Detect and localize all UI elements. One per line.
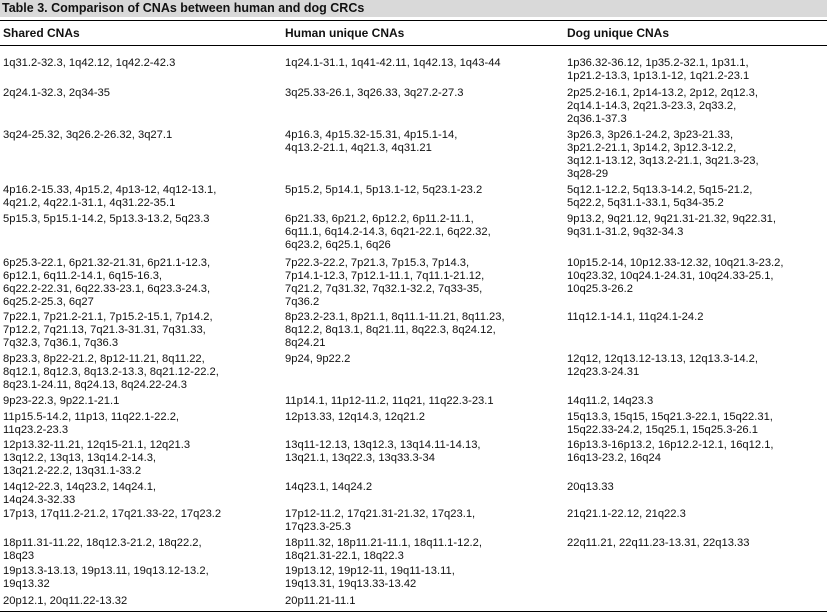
shared-cnas-cell <box>3 537 202 563</box>
shared-cnas-cell <box>3 184 216 210</box>
cell-line: 1q31.2-32.3, 1q42.12, 1q42.2-42.3 <box>3 57 176 69</box>
cell-line: 5p15.2, 5p14.1, 5p13.1-12, 5q23.1-23.2 <box>285 184 483 196</box>
cell-line: 13q21.1, 13q22.3, 13q33.3-34 <box>285 452 435 465</box>
cell-line: 13q12.2, 13q13, 13q14.2-14.3, <box>3 452 157 465</box>
cell-line: 7q21.2, 7q31.32, 7q32.1-32.2, 7q33-35, <box>285 283 483 296</box>
human-unique-cnas-cell <box>285 311 505 350</box>
cell-line: 15q13.3, 15q15, 15q21.3-22.1, 15q22.31, <box>567 411 773 423</box>
human-unique-cnas-cell <box>285 481 372 494</box>
cell-line: 1p36.32-36.12, 1p35.2-32.1, 1p31.1, <box>567 57 749 69</box>
human-unique-cnas-cell <box>285 87 464 100</box>
cell-line: 14q24.3-32.33 <box>3 494 76 507</box>
cell-line: 3q25.33-26.1, 3q26.33, 3q27.2-27.3 <box>285 87 464 99</box>
human-unique-cnas-cell <box>285 184 482 197</box>
human-unique-cnas-cell <box>285 257 484 309</box>
shared-cnas-cell <box>3 129 172 142</box>
cell-line: 9q31.1-31.2, 9q32-34.3 <box>567 226 684 239</box>
cell-line: 20p11.21-11.1 <box>285 595 356 607</box>
dog-unique-cnas-cell <box>567 353 758 379</box>
cell-line: 12p13.32-11.21, 12q15-21.1, 12q21.3 <box>3 439 191 451</box>
dog-unique-cnas-cell <box>567 129 759 181</box>
cell-line: 18q23 <box>3 550 35 563</box>
shared-cnas-cell <box>3 508 221 521</box>
dog-unique-cnas-cell <box>567 311 703 324</box>
cell-line: 10q23.32, 10q24.1-24.31, 10q24.33-25.1, <box>567 270 774 283</box>
cell-line: 12p13.33, 12q14.3, 12q21.2 <box>285 411 425 423</box>
cell-line: 11q12.1-14.1, 11q24.1-24.2 <box>567 311 704 323</box>
cell-line: 2q24.1-32.3, 2q34-35 <box>3 87 110 99</box>
cell-line: 5p15.3, 5p15.1-14.2, 5p13.3-13.2, 5q23.3 <box>3 213 210 225</box>
cell-line: 17p13, 17q11.2-21.2, 17q21.33-22, 17q23.2 <box>3 508 222 520</box>
cell-line: 22q11.21, 22q11.23-13.31, 22q13.33 <box>567 537 750 549</box>
cell-line: 17p12-11.2, 17q21.31-21.32, 17q23.1, <box>285 508 476 520</box>
cell-line: 2q36.1-37.3 <box>567 113 627 126</box>
cell-line: 18p11.31-11.22, 18q12.3-21.2, 18q22.2, <box>3 537 202 549</box>
cell-line: 11p15.5-14.2, 11p13, 11q22.1-22.2, <box>3 411 180 423</box>
cell-line: 4q13.2-21.1, 4q21.3, 4q31.21 <box>285 142 432 155</box>
shared-cnas-cell <box>3 213 210 226</box>
cell-line: 11p14.1, 11p12-11.2, 11q21, 11q22.3-23.1 <box>285 395 494 407</box>
shared-cnas-cell <box>3 565 209 591</box>
cell-line: 6p21.33, 6p21.2, 6p12.2, 6p11.2-11.1, <box>285 213 474 225</box>
cell-line: 14q23.1, 14q24.2 <box>285 481 373 493</box>
cell-line: 13q11-12.13, 13q12.3, 13q14.11-14.13, <box>285 439 481 451</box>
cell-line: 19q13.31, 19q13.33-13.42 <box>285 578 417 591</box>
cell-line: 9p13.2, 9q21.12, 9q21.31-21.32, 9q22.31, <box>567 213 777 225</box>
table-bottom-rule <box>0 611 827 612</box>
dog-unique-cnas-cell <box>567 257 783 296</box>
cell-line: 7q32.3, 7q36.1, 7q36.3 <box>3 337 119 350</box>
shared-cnas-cell <box>3 595 127 608</box>
cell-line: 6q22.2-22.31, 6q22.33-23.1, 6q23.3-24.3, <box>3 283 211 296</box>
human-unique-cnas-cell <box>285 395 494 408</box>
cell-line: 11q23.2-23.3 <box>3 424 69 437</box>
cell-line: 19p13.12, 19p12-11, 19q11-13.11, <box>285 565 455 577</box>
dog-unique-cnas-cell <box>567 57 749 83</box>
cell-line: 8q12.2, 8q13.1, 8q21.11, 8q22.3, 8q24.12, <box>285 324 496 337</box>
cell-line: 3p26.3, 3p26.1-24.2, 3p23-21.33, <box>567 129 734 141</box>
header-top-rule <box>0 20 827 21</box>
cell-line: 15q22.33-24.2, 15q25.1, 15q25.3-26.1 <box>567 424 758 437</box>
shared-cnas-cell <box>3 481 156 507</box>
human-unique-cnas-cell <box>285 213 491 252</box>
human-unique-cnas-cell <box>285 353 350 366</box>
cell-line: 7p12.2, 7q21.13, 7q21.3-31.31, 7q31.33, <box>3 324 206 337</box>
shared-cnas-cell <box>3 353 219 392</box>
shared-cnas-cell <box>3 411 179 437</box>
shared-cnas-cell <box>3 311 213 350</box>
cell-line: 7p14.1-12.3, 7p12.1-11.1, 7q11.1-21.12, <box>285 270 485 283</box>
cell-line: 2p25.2-16.1, 2p14-13.2, 2p12, 2q12.3, <box>567 87 758 99</box>
dog-unique-cnas-cell <box>567 481 614 494</box>
cell-line: 21q21.1-22.12, 21q22.3 <box>567 508 686 520</box>
shared-cnas-cell <box>3 395 119 408</box>
cell-line: 8q23.1-24.11, 8q24.13, 8q24.22-24.3 <box>3 379 187 392</box>
header-shared-cnas: Shared CNAs <box>3 26 80 40</box>
cell-line: 9p24, 9p22.2 <box>285 353 351 365</box>
cell-line: 8q12.1, 8q12.3, 8q13.2-13.3, 8q21.12-22.2, <box>3 366 219 379</box>
cell-line: 1p21.2-13.3, 1p13.1-12, 1q21.2-23.1 <box>567 70 750 83</box>
human-unique-cnas-cell <box>285 565 455 591</box>
human-unique-cnas-cell <box>285 508 475 534</box>
dog-unique-cnas-cell <box>567 395 653 408</box>
header-dog-unique-cnas: Dog unique CNAs <box>567 26 669 40</box>
cell-line: 13q21.2-22.2, 13q31.1-33.2 <box>3 465 142 478</box>
cell-line: 18p11.32, 18p11.21-11.1, 18q11.1-12.2, <box>285 537 482 549</box>
cell-line: 20p12.1, 20q11.22-13.32 <box>3 595 128 607</box>
header-bottom-rule <box>0 45 827 46</box>
cell-line: 10q25.3-26.2 <box>567 283 633 296</box>
cell-line: 7p22.1, 7p21.2-21.1, 7p15.2-15.1, 7p14.2, <box>3 311 213 323</box>
dog-unique-cnas-cell <box>567 439 774 465</box>
human-unique-cnas-cell <box>285 129 457 155</box>
cell-line: 20q13.33 <box>567 481 614 493</box>
cell-line: 3q24-25.32, 3q26.2-26.32, 3q27.1 <box>3 129 173 141</box>
cell-line: 16p13.3-16p13.2, 16p12.2-12.1, 16q12.1, <box>567 439 774 451</box>
header-human-unique-cnas: Human unique CNAs <box>285 26 405 40</box>
dog-unique-cnas-cell <box>567 87 758 126</box>
cell-line: 8p23.3, 8p22-21.2, 8p12-11.21, 8q11.22, <box>3 353 205 365</box>
shared-cnas-cell <box>3 439 190 478</box>
cell-line: 4p16.2-15.33, 4p15.2, 4p13-12, 4q12-13.1, <box>3 184 217 196</box>
cell-line: 6p12.1, 6q11.2-14.1, 6q15-16.3, <box>3 270 163 283</box>
cell-line: 14q11.2, 14q23.3 <box>567 395 654 407</box>
cell-line: 2q14.1-14.3, 2q21.3-23.3, 2q33.2, <box>567 100 737 113</box>
dog-unique-cnas-cell <box>567 184 752 210</box>
cell-line: 12q23.3-24.31 <box>567 366 640 379</box>
cell-line: 19q13.32 <box>3 578 50 591</box>
cell-line: 18q21.31-22.1, 18q22.3 <box>285 550 404 563</box>
table-title-band <box>0 0 827 17</box>
human-unique-cnas-cell <box>285 57 501 70</box>
cell-line: 19p13.3-13.13, 19p13.11, 19q13.12-13.2, <box>3 565 209 577</box>
cell-line: 3q28-29 <box>567 168 609 181</box>
human-unique-cnas-cell <box>285 595 356 608</box>
cell-line: 7p22.3-22.2, 7p21.3, 7p15.3, 7p14.3, <box>285 257 470 269</box>
cell-line: 12q12, 12q13.12-13.13, 12q13.3-14.2, <box>567 353 758 365</box>
shared-cnas-cell <box>3 87 110 100</box>
shared-cnas-cell <box>3 257 210 309</box>
shared-cnas-cell <box>3 57 175 70</box>
cell-line: 6q23.2, 6q25.1, 6q26 <box>285 239 391 252</box>
cell-line: 14q12-22.3, 14q23.2, 14q24.1, <box>3 481 157 493</box>
dog-unique-cnas-cell <box>567 411 773 437</box>
cell-line: 4q21.2, 4q22.1-31.1, 4q31.22-35.1 <box>3 197 176 210</box>
dog-unique-cnas-cell <box>567 508 686 521</box>
dog-unique-cnas-cell <box>567 537 749 550</box>
cell-line: 6q25.2-25.3, 6q27 <box>3 296 94 309</box>
cell-line: 1q24.1-31.1, 1q41-42.11, 1q42.13, 1q43-44 <box>285 57 501 69</box>
dog-unique-cnas-cell <box>567 213 776 239</box>
cell-line: 7q36.2 <box>285 296 320 309</box>
cell-line: 6q11.1, 6q14.2-14.3, 6q21-22.1, 6q22.32, <box>285 226 491 239</box>
cell-line: 3q12.1-13.12, 3q13.2-21.1, 3q21.3-23, <box>567 155 759 168</box>
cell-line: 4p16.3, 4p15.32-15.31, 4p15.1-14, <box>285 129 458 141</box>
human-unique-cnas-cell <box>285 439 481 465</box>
human-unique-cnas-cell <box>285 537 482 563</box>
cell-line: 16q13-23.2, 16q24 <box>567 452 661 465</box>
table-title: Table 3. Comparison of CNAs between human and dog CRCs <box>2 1 365 15</box>
cell-line: 8q24.21 <box>285 337 326 350</box>
cell-line: 17q23.3-25.3 <box>285 521 351 534</box>
cell-line: 10p15.2-14, 10p12.33-12.32, 10q21.3-23.2, <box>567 257 784 269</box>
cell-line: 5q12.1-12.2, 5q13.3-14.2, 5q15-21.2, <box>567 184 753 196</box>
cell-line: 9p23-22.3, 9p22.1-21.1 <box>3 395 120 407</box>
human-unique-cnas-cell <box>285 411 425 424</box>
cell-line: 3p21.2-21.1, 3p14.2, 3p12.3-12.2, <box>567 142 737 155</box>
cell-line: 5q22.2, 5q31.1-33.1, 5q34-35.2 <box>567 197 724 210</box>
cell-line: 6p25.3-22.1, 6p21.32-21.31, 6p21.1-12.3, <box>3 257 211 269</box>
cell-line: 8p23.2-23.1, 8p21.1, 8q11.1-11.21, 8q11.23, <box>285 311 505 323</box>
